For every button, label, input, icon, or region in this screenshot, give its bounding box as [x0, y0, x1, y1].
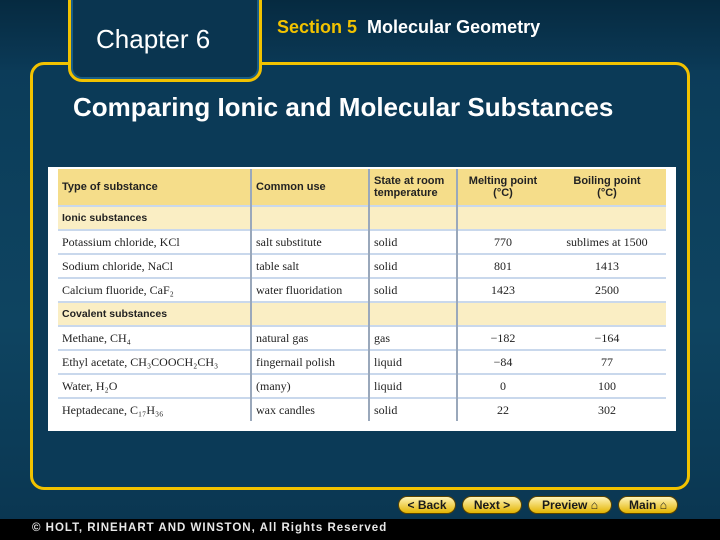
header-boiling: [548, 169, 666, 206]
cell-substance: Water, H₂O: [58, 374, 251, 398]
cell-substance: Heptadecane, C₁₇H₃₆: [58, 398, 251, 421]
group-row-covalent: [58, 302, 666, 326]
footer-bar: [0, 519, 720, 540]
cell-state: liquid: [369, 374, 457, 398]
cell-use: salt substitute: [251, 230, 369, 254]
cell-use: natural gas: [251, 326, 369, 350]
table-row: [58, 350, 666, 374]
cell-melting: 0: [457, 374, 548, 398]
preview-button[interactable]: Preview ⌂: [528, 496, 612, 514]
cell-substance: Potassium chloride, KCl: [58, 230, 251, 254]
back-button[interactable]: < Back: [398, 496, 456, 514]
table-row: [58, 326, 666, 350]
group-label: Ionic substances: [58, 206, 251, 230]
slide-title: Comparing Ionic and Molecular Substances: [73, 92, 614, 122]
cell-melting: −84: [457, 350, 548, 374]
cell-boiling: sublimes at 1500: [548, 230, 666, 254]
cell-melting: 770: [457, 230, 548, 254]
copyright-text: © HOLT, RINEHART AND WINSTON, All Rights Reserved: [32, 522, 388, 534]
header-boiling-line1: Boiling point: [573, 175, 641, 187]
cell-boiling: 302: [548, 398, 666, 421]
chapter-label: Chapter 6: [96, 24, 211, 54]
header-melting-line1: Melting point: [468, 175, 538, 187]
main-button[interactable]: Main ⌂: [618, 496, 678, 514]
cell-boiling: 100: [548, 374, 666, 398]
table-row: [58, 398, 666, 421]
cell-melting: −182: [457, 326, 548, 350]
header-state: [369, 169, 457, 206]
cell-use: table salt: [251, 254, 369, 278]
cell-melting: 801: [457, 254, 548, 278]
cell-use: (many): [251, 374, 369, 398]
header-melting-line2: (°C): [493, 187, 513, 199]
cell-state: solid: [369, 254, 457, 278]
header-type: Type of substance: [58, 169, 251, 206]
cell-boiling: 2500: [548, 278, 666, 302]
cell-state: solid: [369, 398, 457, 421]
cell-use: water fluoridation: [251, 278, 369, 302]
cell-boiling: −164: [548, 326, 666, 350]
cell-melting: 1423: [457, 278, 548, 302]
cell-state: gas: [369, 326, 457, 350]
section-number: Section 5: [277, 17, 358, 37]
cell-substance: Methane, CH₄: [58, 326, 251, 350]
header-melting: [457, 169, 548, 206]
cell-state: liquid: [369, 350, 457, 374]
header-state-line2: temperature: [374, 187, 438, 199]
section-label: [277, 17, 540, 38]
group-row-ionic: [58, 206, 666, 230]
header-state-line1: State at room: [374, 175, 445, 187]
cell-substance: Calcium fluoride, CaF₂: [58, 278, 251, 302]
section-name: Molecular Geometry: [367, 17, 541, 37]
cell-use: wax candles: [251, 398, 369, 421]
comparison-table-container: [48, 167, 676, 431]
cell-boiling: 1413: [548, 254, 666, 278]
cell-substance: Ethyl acetate, CH₃COOCH₂CH₃: [58, 350, 251, 374]
table-row: [58, 230, 666, 254]
cell-use: fingernail polish: [251, 350, 369, 374]
header-use: Common use: [251, 169, 369, 206]
comparison-table: [58, 169, 666, 421]
cell-melting: 22: [457, 398, 548, 421]
cell-boiling: 77: [548, 350, 666, 374]
header-boiling-line2: (°C): [597, 187, 617, 199]
cell-state: solid: [369, 278, 457, 302]
cell-state: solid: [369, 230, 457, 254]
table-row: [58, 254, 666, 278]
table-row: [58, 374, 666, 398]
table-header-row: [58, 169, 666, 206]
next-button[interactable]: Next >: [462, 496, 522, 514]
group-label: Covalent substances: [58, 302, 251, 326]
table-row: [58, 278, 666, 302]
cell-substance: Sodium chloride, NaCl: [58, 254, 251, 278]
